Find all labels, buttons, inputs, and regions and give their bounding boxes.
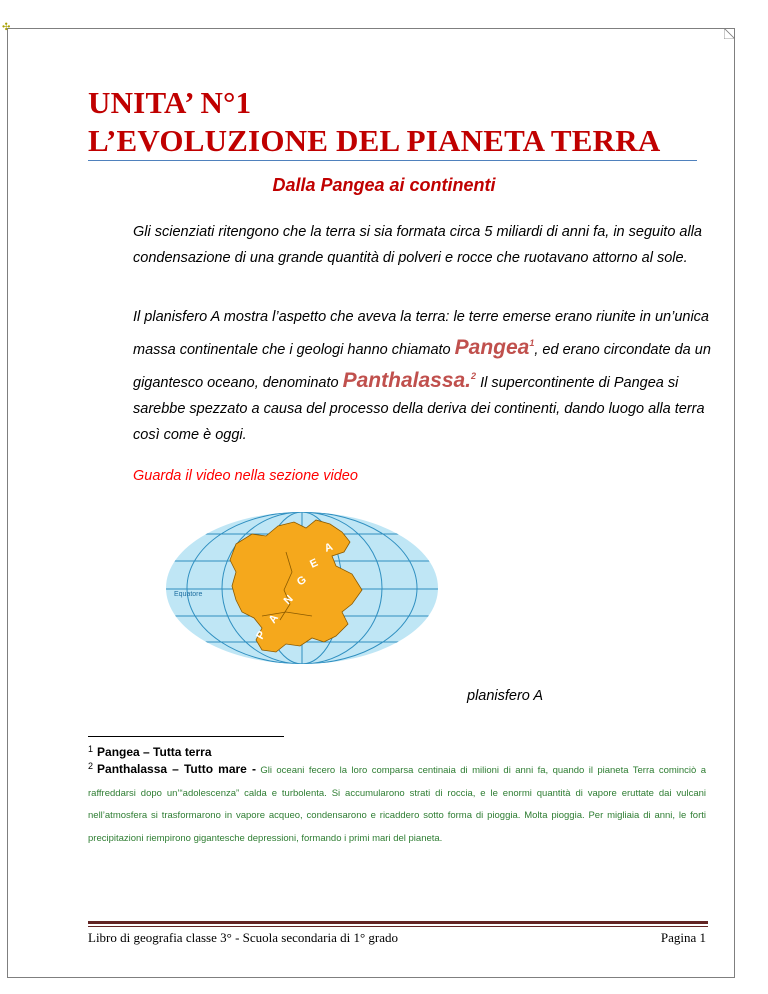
video-section-link[interactable]: Guarda il video nella sezione video bbox=[133, 468, 358, 484]
footnote-1-heading: Pangea – Tutta terra bbox=[97, 745, 212, 759]
map-letter-p: P bbox=[254, 629, 269, 642]
footer-page-number: Pagina 1 bbox=[660, 930, 706, 945]
footnote-separator bbox=[88, 736, 284, 737]
title-line-2: L’EVOLUZIONE DEL PIANETA TERRA bbox=[88, 123, 661, 158]
footer-rule-thin bbox=[88, 926, 708, 927]
paragraph-1: Gli scienziati ritengono che la terra si sia formata circa 5 miliardi di anni fa, in seguito alla condensazione di una grande quantità di polveri e rocce che ruotavano attorno al sole. bbox=[133, 224, 702, 266]
pangea-map bbox=[166, 512, 438, 664]
footer-rule-thick bbox=[88, 921, 708, 924]
footnote-2-body: Gli oceani fecero la loro comparsa centinaia di milioni di anni fa, quando il pianeta Terra cominciò a raffreddarsi dopo un’“adolescenza” calda e turbolenta. Si accumularono strati di roccia, e le enormi quantità di vapore eruttate dai vulcani nell’atmosfera si trasformarono in vapore acqueo, condensarono e ricaddero sotto forma di pioggia. Molta pioggia. Per migliaia di anni, le forti precipitazioni riempirono gigantesche depressioni, formando i primi mari del pianeta. bbox=[88, 765, 707, 844]
footnote-2 bbox=[88, 758, 706, 850]
footnote-2-number: 2 bbox=[88, 761, 94, 771]
title-underline bbox=[88, 160, 697, 161]
map-letter-a1: A bbox=[266, 612, 282, 626]
term-panthalassa: Panthalassa.$^2$ bbox=[342, 369, 477, 392]
footnote-1-number: 1 bbox=[88, 744, 94, 754]
page-corner-fold bbox=[724, 28, 735, 39]
section-subtitle: Dalla Pangea ai continenti bbox=[272, 175, 496, 195]
map-letter-e: E bbox=[308, 556, 320, 571]
page-title bbox=[88, 84, 660, 160]
paragraph-2 bbox=[133, 304, 713, 448]
paragraph-2-part-1: Il planisfero A mostra l’aspetto che aveva la terra: le terre emerse erano riunite in un’unica massa continentale che i geologi hanno chiamato bbox=[133, 309, 709, 358]
paragraph-2-part-2: , ed erano circondate da un gigantesco oceano, denominato bbox=[133, 342, 711, 391]
title-line-1: UNITA’ N°1 bbox=[88, 85, 252, 120]
map-letter-n: N bbox=[281, 593, 296, 608]
footnote-2-heading: Panthalassa – Tutto mare - bbox=[97, 762, 256, 776]
term-pangea: Pangea$^1$ bbox=[454, 336, 535, 359]
anchor-mark-icon: ✣ bbox=[2, 22, 11, 33]
footer-book-title: Libro di geografia classe 3° - Scuola secondaria di 1° grado bbox=[88, 930, 399, 945]
paragraph-2-part-3: Il supercontinente di Pangea si sarebbe spezzato a causa del processo della deriva dei continenti, dando luogo alla terra così come è oggi. bbox=[133, 375, 705, 443]
map-letter-a2: A bbox=[322, 540, 335, 555]
footnote-ref-1[interactable]: 1 bbox=[529, 338, 535, 348]
map-caption: planisfero A bbox=[467, 688, 544, 704]
map-letter-g: G bbox=[294, 573, 309, 589]
footnote-ref-2[interactable]: 2 bbox=[471, 371, 477, 381]
equator-label: Equatore bbox=[174, 591, 203, 598]
